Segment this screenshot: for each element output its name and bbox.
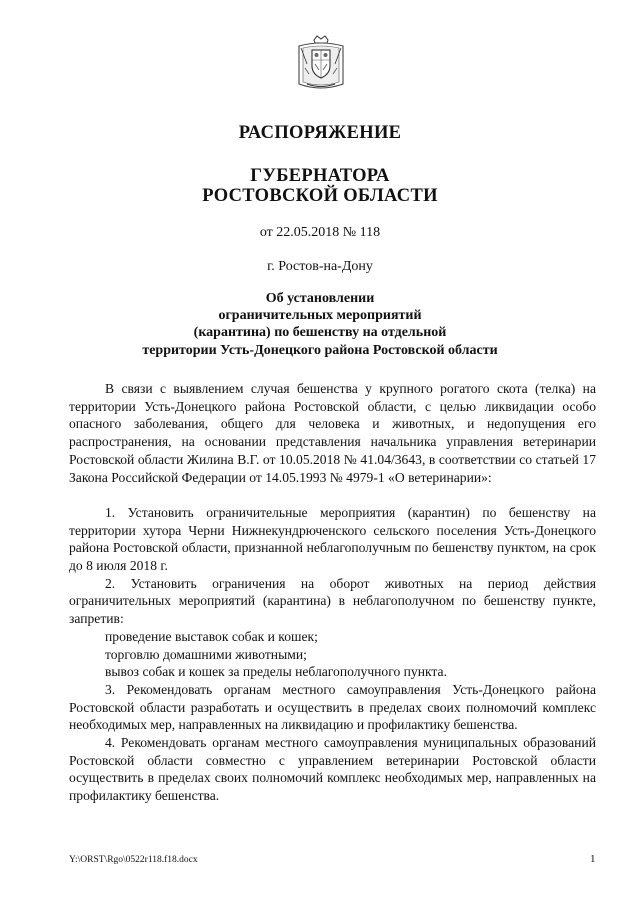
subject-line: (карантина) по бешенству на отдельной [193,325,447,341]
document-city: г. Ростов-на-Дону [267,259,373,274]
coat-of-arms-icon [295,34,347,92]
clause-2-item: торговлю домашними животными; [105,646,307,662]
document-date-number: от 22.05.2018 № 118 [259,225,381,240]
subject-line: ограничительных мероприятий [218,308,422,324]
clause-1: 1. Установить ограничительные мероприятия (карантин) по бешенству на территории хутора Черни Нижнекундрюченского сельского поселения Усть-Донецкого района Ростовской области, признанной неблагополучным по бешенству пунктом, на срок до 8 июля 2018 г. [69,504,596,574]
issuer-line-2: РОСТОВСКОЙ ОБЛАСТИ [202,186,438,206]
subject-line: территории Усть-Донецкого района Ростовской области [142,342,498,358]
subject-line: Об установлении [265,291,375,306]
clause-2-item: проведение выставок собак и кошек; [105,628,318,644]
document-title: РАСПОРЯЖЕНИЕ [238,123,402,143]
page-number: 1 [590,853,596,865]
footer-file-path: Y:\ORST\Rgo\0522r118.f18.docx [69,855,198,865]
clause-3: 3. Рекомендовать органам местного самоуправления Усть-Донецкого района Ростовской области разработать и осуществить в пределах своих полномочий комплекс необходимых мер, направленных на ликвидацию и профилактику бешенства. [69,681,596,733]
document-body [69,380,596,805]
preamble-paragraph: В связи с выявлением случая бешенства у крупного рогатого скота (телка) на территории Усть-Донецкого района Ростовской области, с целью ликвидации особо опасного заболевания, общего для человека и животных, и недопущения его распространения, на основании представления начальника управления ветеринарии Ростовской области Жилина В.Г. от 10.05.2018 № 41.04/3643, в соответствии со статьей 17 Закона Российской Федерации от 14.05.1993 № 4979-1 «О ветеринарии»: [69,381,596,485]
issuer-line-1: ГУБЕРНАТОРА [250,166,390,186]
document-subject [0,290,640,359]
clause-2: 2. Установить ограничения на оборот животных на период действия ограничительных мероприятий (карантина) в неблагополучном по бешенству пункте, запретив: [69,575,596,627]
clause-4: 4. Рекомендовать органам местного самоуправления муниципальных образований Ростовской области совместно с управлением ветеринарии Ростовской области осуществить в пределах своих полномочий комплекс необходимых мер, направленных на профилактику бешенства. [69,735,596,804]
clause-2-item: вывоз собак и кошек за пределы неблагополучного пункта. [105,664,447,680]
